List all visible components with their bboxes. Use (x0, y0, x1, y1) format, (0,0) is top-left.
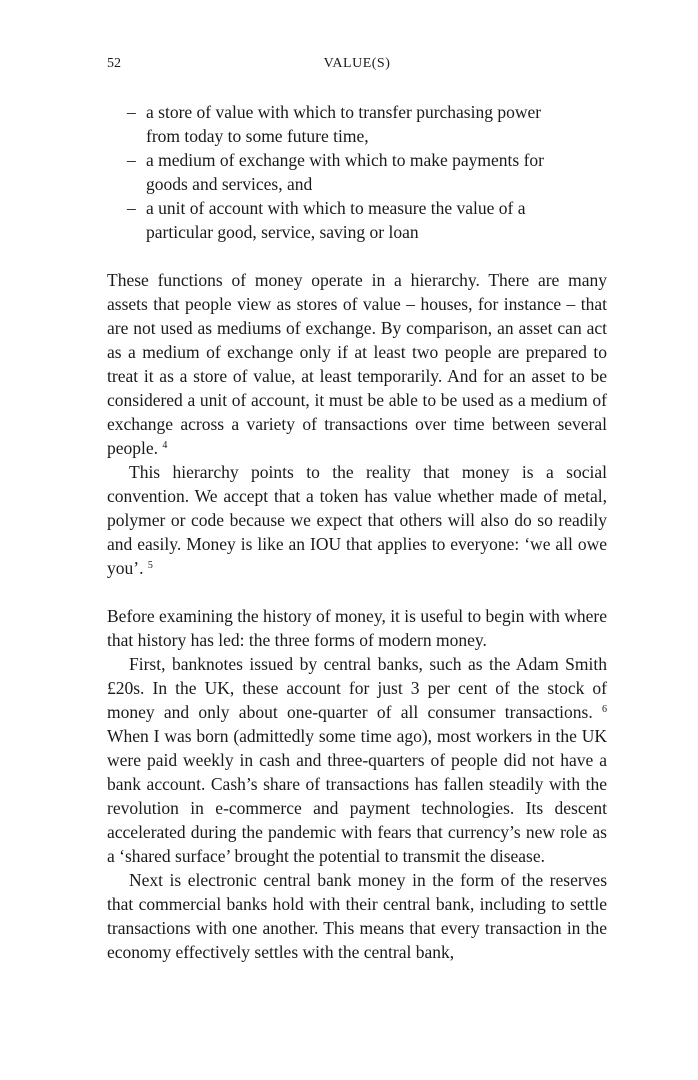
section-break (107, 580, 607, 604)
body-text (107, 100, 607, 964)
list-item (107, 148, 607, 196)
list-item-text: a medium of exchange with which to make payments for goods and services, and (146, 150, 545, 194)
running-head: VALUE(S) (323, 56, 391, 71)
paragraph-text: When I was born (admittedly some time ago), most workers in the UK were paid weekly in cash and three-quarters of people did not have a bank account. Cash’s share of transactions has fallen steadily with the revolution in e-commerce and payment technologies. Its descent accelerated during the pandemic with fears that currency’s new role as a ‘shared surface’ brought the potential to transmit the disease. (107, 726, 607, 866)
paragraph-text: This hierarchy points to the reality that money is a social convention. We accept that a token has value whether made of metal, polymer or code because we expect that others will also do so readily and easily. Money is like an IOU that applies to everyone: ‘we all owe you’. (107, 462, 607, 578)
dash-bullet: – (127, 198, 136, 218)
paragraph-banknotes (107, 652, 607, 868)
page-number: 52 (107, 56, 121, 71)
paragraph-text: These functions of money operate in a hierarchy. There are many assets that people view as stores of value – houses, for instance – that are not used as mediums of exchange. By comparison, an asset can act as a medium of exchange only if at least two people are prepared to treat it as a store of value, at least temporarily. And for an asset to be considered a unit of account, it must be able to be used as a medium of exchange across a variety of transactions over time between several people. (107, 270, 607, 458)
footnote-ref[interactable]: 5 (147, 560, 153, 571)
footnote-ref[interactable]: 6 (602, 704, 607, 715)
paragraph-text: Before examining the history of money, it is useful to begin with where that history has led: the three forms of modern money. (107, 606, 607, 650)
paragraph-modern-money (107, 604, 607, 652)
footnote-ref[interactable]: 4 (162, 440, 168, 451)
paragraph-social-convention (107, 460, 607, 580)
dash-bullet: – (127, 102, 136, 122)
paragraph-text: First, banknotes issued by central banks, such as the Adam Smith £20s. In the UK, these account for just 3 per cent of the stock of money and only about one-quarter of all consumer transactions. (107, 654, 607, 722)
section-break (107, 244, 607, 268)
paragraph-text: Next is electronic central bank money in the form of the reserves that commercial banks hold with their central bank, including to settle transactions with one another. This means that every transaction in the economy effectively settles with the central bank, (107, 870, 607, 962)
page-header (107, 56, 607, 76)
money-functions-list (107, 100, 607, 244)
paragraph-reserves (107, 868, 607, 964)
list-item (107, 100, 607, 148)
list-item-text: a store of value with which to transfer purchasing power from today to some future time, (146, 102, 542, 146)
paragraph-hierarchy (107, 268, 607, 460)
list-item-text: a unit of account with which to measure the value of a particular good, service, saving or loan (146, 198, 526, 242)
list-item (107, 196, 607, 244)
dash-bullet: – (127, 150, 136, 170)
